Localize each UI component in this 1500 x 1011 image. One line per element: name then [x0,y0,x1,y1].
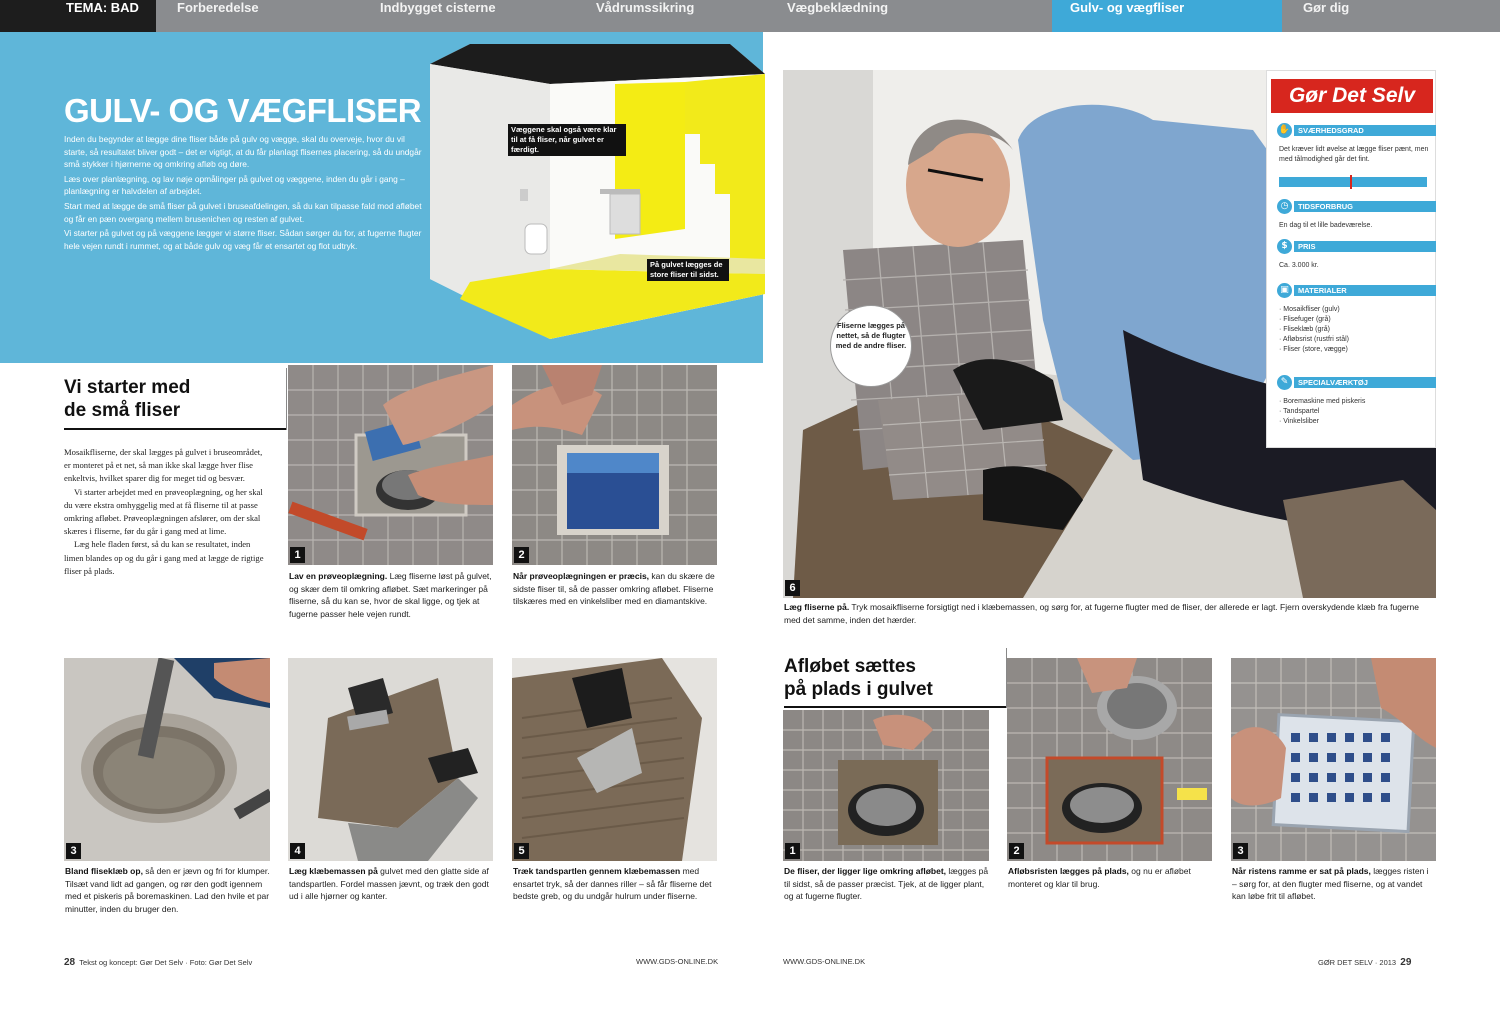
divider [64,428,286,430]
photo-tiles-cutting [288,365,493,565]
tools-title: SPECIALVÆRKTØJ [1294,377,1436,388]
caption-text: lægges på til sidst, så de passer præcist. Tjek, at de ligger plant, og at fugerne flugter. [784,866,989,901]
photo-drain-protected [512,365,717,565]
step-photo [64,658,270,861]
material-item: · Fliseklæb (grå) [1279,326,1330,333]
caption-text: kan du skære de sidste fliser til, så de passer omkring afløbet. Fliserne tilskæres med en vinkelsliber med en diamantskive. [513,571,715,606]
step-caption [1008,865,1211,890]
heading-line: på plads i gulvet [784,679,933,700]
caption-lead: Læg fliserne på. [784,602,850,612]
page-number: 29 [1400,957,1412,968]
step-number: 2 [1009,843,1024,859]
caption-lead: Træk tandspartlen gennem klæbemassen [513,866,681,876]
section-nav-bar [0,0,1500,32]
caption-text: og nu er afløbet monteret og klar til brug. [1008,866,1191,889]
step-caption [513,865,716,903]
caption-text: med ensartet tryk, så der dannes riller – så får fliserne det bedste greb, og du undgår hulrum under fliserne. [513,866,712,901]
caption-text: lægges risten i – sørg for, at den flugter med fliserne, og at vandet kan løbe frit til afløbet. [1232,866,1429,901]
intro-paragraph: Læs over planlægning, og lav nøje opmålinger på gulvet og væggene, inden du går i gang – planlægning er halvdelen af arbejdet. [64,173,405,197]
time-title: TIDSFORBRUG [1294,201,1436,212]
caption-text: gulvet med den glatte side af tandspartlen. Fordel massen jævnt, og træk den godt ud i alle hjørner og kanter. [289,866,489,901]
caption-text: Tryk mosaikfliserne forsigtigt ned i klæbemassen, og sørg for, at fugerne flugter med de fliser, der allerede er lagt. Fjern overskydende klæb fra fugerne med det samme, inden det hærder. [784,602,1419,625]
caption-text: Læg fliserne løst på gulvet, og skær dem til omkring afløbet. Sæt markeringer på fliserne, så du kan se, hvor de skal ligge, og tjek at fugerne passer hele vejen rundt. [289,571,492,619]
step-caption [289,570,492,620]
nav-item-cisterne: Indbygget cisterne [380,0,496,15]
caption-lead: Lav en prøveoplægning. [289,571,388,581]
nav-item-forberedelse: Forberedelse [177,0,259,15]
section-heading-drain [784,655,933,701]
body-paragraph: Læg hele fladen først, så du kan se resultatet, inden limen blandes op og du går i gang med at lægge de rigtige fliser på plads. [64,539,264,576]
photo-drain-tiles [783,710,989,861]
photo-mixing-adhesive [64,658,270,861]
tool-item: · Vinkelsliber [1279,418,1319,425]
footer-url: WWW.GDS-ONLINE.DK [636,957,719,966]
step-number: 2 [514,547,529,563]
nav-item-goer-dig: Gør dig [1303,0,1350,15]
photo-drain-insert [1007,658,1212,861]
caption-lead: Afløbsristen lægges på plads, [1008,866,1129,876]
photo-trowel-ridges [512,658,717,861]
page-number: 28 [64,957,76,968]
caption-text: så den er jævn og fri for klumper. Tilsæt vand lidt ad gangen, og rør den godt igennem med et piskeris på boremaskinen. Lad den hvile et par minutter, inden du bruger den. [65,866,270,914]
page-title: GULV- OG VÆGFLISER [64,92,422,129]
difficulty-scale [1279,177,1427,187]
step-caption [513,570,716,608]
heading-line: Vi starter med [64,377,191,398]
hand-icon: ✋ [1277,123,1292,138]
time-text: En dag til et lille badeværelse. [1279,222,1373,229]
time-header [1277,199,1433,214]
material-item: · Afløbsrist (rustfri stål) [1279,336,1350,343]
section-heading-small-tiles [64,376,190,422]
nav-item-vaadrumssikring: Vådrumssikring [596,0,695,15]
gds-logo: Gør Det Selv [1271,79,1433,113]
step-photo [1007,658,1212,861]
caption-lead: Læg klæbemassen på [289,866,378,876]
info-sidebar [1266,70,1436,448]
price-text: Ca. 3.000 kr. [1279,262,1319,269]
intro-paragraph: Vi starter på gulvet og på væggene lægger vi større fliser. Sådan sørger du for, at fugerne flugter hele vejen rundt i rummet, og at både gulv og væg får et ensartet og flot udtryk. [64,228,422,251]
step-number: 5 [514,843,529,859]
step-caption [1232,865,1435,903]
bathroom-render-illustration [430,44,765,344]
step-photo [512,658,717,861]
body-paragraph: Mosaikfliserne, der skal lægges på gulvet i bruseområdet, er monteret på et net, så man ikke skal lægge hver flise enkeltvis, hvilket sparer dig for meget tid og besvær. [64,447,263,484]
step-number: 1 [290,547,305,563]
tools-list [1279,397,1429,427]
nav-theme-tag: TEMA: BAD [0,0,156,32]
step-number: 3 [66,843,81,859]
heading-line: Afløbet sættes [784,656,916,677]
box-icon: ▣ [1277,283,1292,298]
material-item: · Mosaikfliser (gulv) [1279,306,1340,313]
caption-lead: Når prøveoplægningen er præcis, [513,571,650,581]
materials-list [1279,305,1429,355]
wrench-icon: ✎ [1277,375,1292,390]
bathroom-render [430,44,765,344]
nav-item-vaegbeklaedning: Vægbeklædning [787,0,889,15]
step-photo [288,658,493,861]
intro-paragraph: Inden du begynder at lægge dine fliser både på gulv og vægge, skal du overveje, hvor du vil starte, så resultatet bliver godt – det er vigtigt, at du får planlagt flisernes placering, så du undgår små stykker i hjørnerne og omkring afløb og døre. [64,134,422,170]
difficulty-header [1277,123,1433,138]
main-step-caption [784,601,1434,626]
footer-credit: Tekst og koncept: Gør Det Selv · Foto: Gør Det Selv [79,958,253,967]
render-label-wall: Væggene skal også være klar til at få fliser, når gulvet er færdigt. [508,124,626,156]
caption-lead: Bland fliseklæb op, [65,866,143,876]
step-photo [1231,658,1436,861]
tool-item: · Boremaskine med piskeris [1279,398,1366,405]
step-caption [289,865,492,903]
caption-lead: De fliser, der ligger lige omkring afløbet, [784,866,947,876]
photo-drain-grate [1231,658,1436,861]
material-item: · Fliser (store, vægge) [1279,346,1348,353]
step-caption [65,865,270,915]
footer-issue: GØR DET SELV · 2013 [1318,958,1397,967]
difficulty-marker [1350,175,1352,189]
caption-lead: Når ristens ramme er sat på plads, [1232,866,1371,876]
step-photo [512,365,717,565]
price-header [1277,239,1433,254]
speech-bubble: Fliserne lægges på nettet, så de flugter med de andre fliser. [830,305,912,387]
render-label-floor: På gulvet lægges de store fliser til sidst. [647,259,729,281]
clock-icon: ◷ [1277,199,1292,214]
intro-paragraph: Start med at lægge de små fliser på gulvet i bruseafdelingen, så du kan tilpasse fald mod afløbet og får en pæn overgang mellem brusenichen og resten af gulvet. [64,200,422,224]
difficulty-title: SVÆRHEDSGRAD [1294,125,1436,136]
divider [784,706,1006,708]
coin-icon: $ [1277,239,1292,254]
section1-body [64,446,267,578]
footer-right [1318,957,1411,968]
materials-title: MATERIALER [1294,285,1436,296]
intro-text [64,133,426,254]
heading-line: de små fliser [64,400,181,421]
step-number: 6 [785,580,800,596]
tool-item: · Tandspartel [1279,408,1320,415]
materials-header [1277,283,1433,298]
step-photo [783,710,989,861]
price-title: PRIS [1294,241,1436,252]
body-paragraph: Vi starter arbejdet med en prøveoplægning, og her skal du være ekstra omhyggelig med at få fliserne til at passe omkring afløbet. Prøveoplægningen afslører, om der skal skæres i fliserne, før du går i gang med at lime. [64,486,263,537]
footer-left [64,957,252,968]
step-number: 4 [290,843,305,859]
difficulty-text: Det kræver lidt øvelse at lægge fliser pænt, men med tålmodighed går det fint. [1279,146,1429,163]
footer-url: WWW.GDS-ONLINE.DK [783,957,866,966]
step-caption [784,865,989,903]
divider [286,368,287,430]
step-photo [288,365,493,565]
nav-item-gulv-vaegfliser: Gulv- og vægfliser [1052,0,1282,32]
step-number: 3 [1233,843,1248,859]
tools-header [1277,375,1433,390]
step-number: 1 [785,843,800,859]
photo-spreading-adhesive [288,658,493,861]
material-item: · Flisefuger (grå) [1279,316,1331,323]
